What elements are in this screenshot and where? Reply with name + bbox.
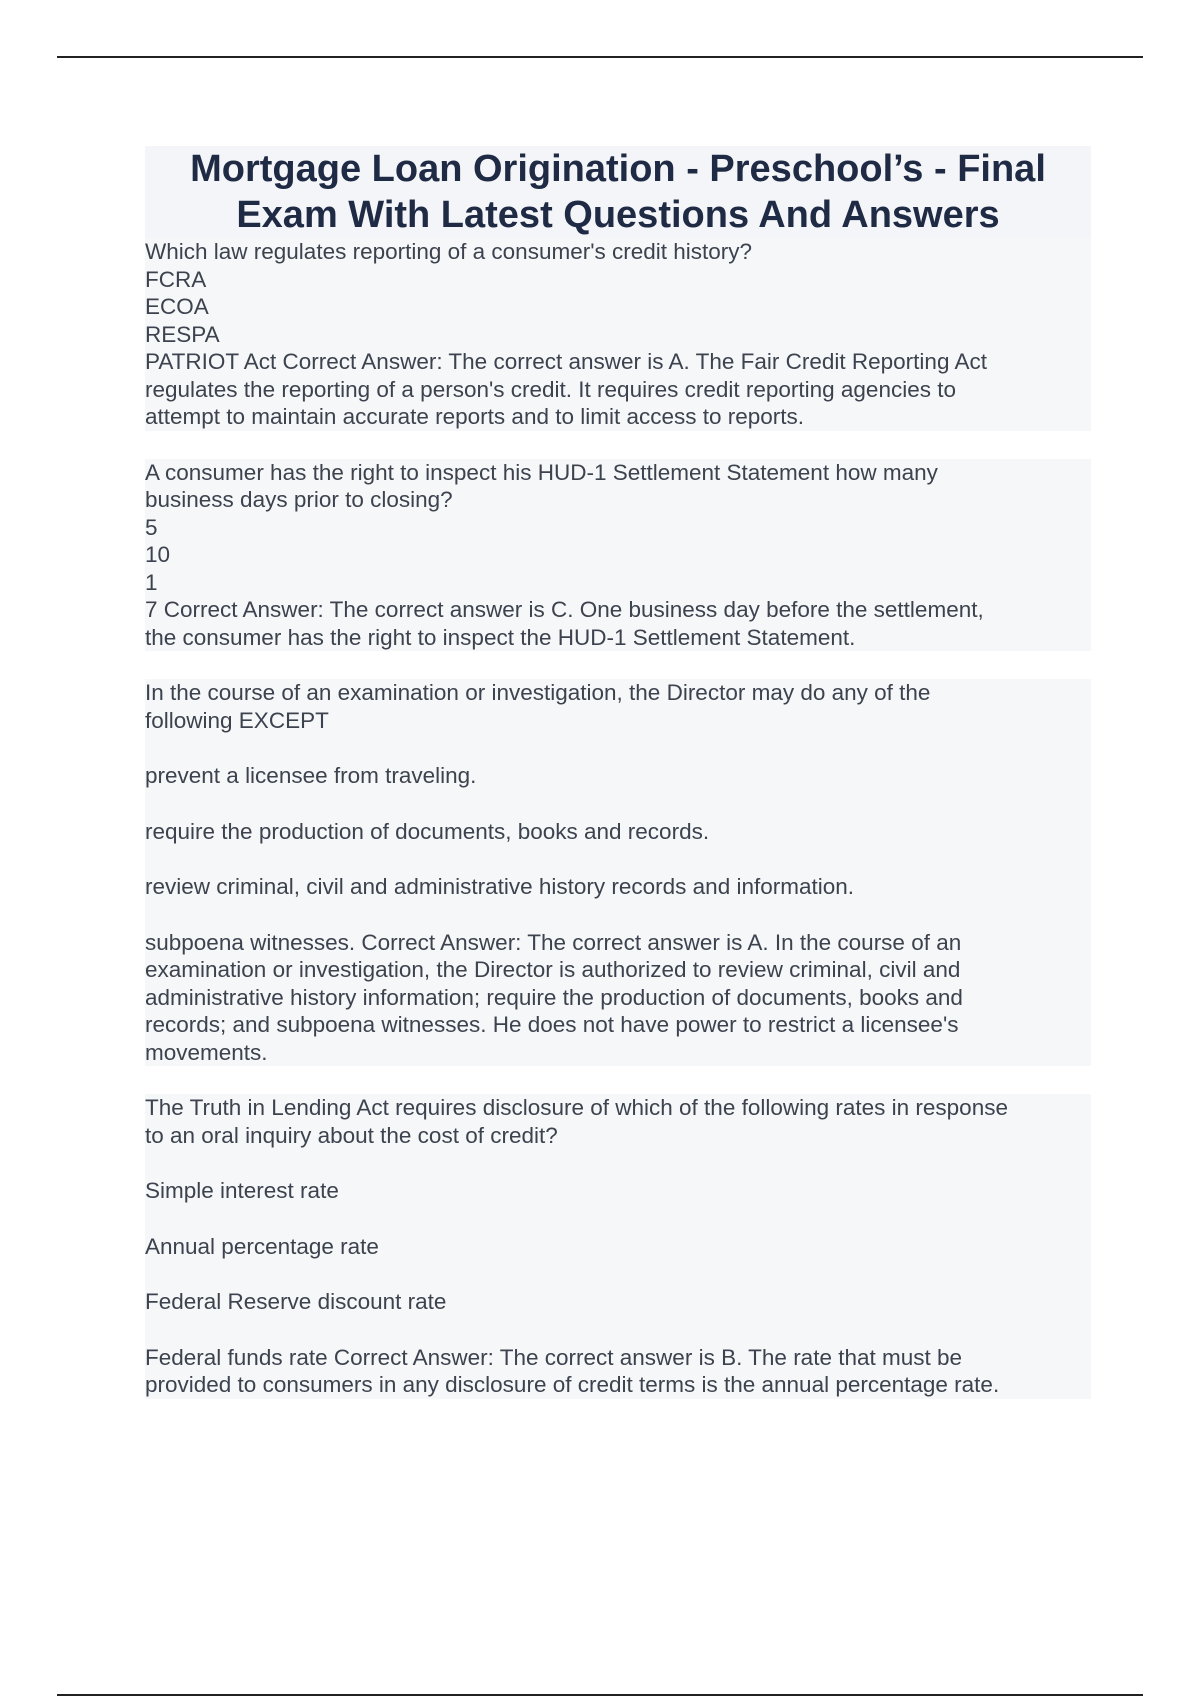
question-1-text: Which law regulates reporting of a consumer's credit history? [145,239,753,264]
document-body [145,238,1091,1399]
document-content [145,146,1091,1399]
question-block-4 [145,1094,1091,1399]
question-2-answer-line-1: 7 Correct Answer: The correct answer is C. One business day before the settlement, [145,597,984,622]
question-3-option-2: require the production of documents, books and records. [145,818,710,844]
question-3-answer-line-5: movements. [145,1039,268,1065]
question-4-option-2: Annual percentage rate [145,1233,379,1259]
question-2-line-2: business days prior to closing? [145,487,453,512]
question-2-option-1: 5 [145,514,158,540]
question-4-answer-line-2: provided to consumers in any disclosure of credit terms is the annual percentage rate. [145,1372,1000,1397]
question-1-answer-line-3: attempt to maintain accurate reports and to limit access to reports. [145,404,805,429]
question-3-line-2: following EXCEPT [145,707,329,733]
question-1-option-2: ECOA [145,294,209,319]
question-3-answer-line-1: subpoena witnesses. Correct Answer: The correct answer is A. In the course of an [145,929,962,955]
question-3-line-1: In the course of an examination or investigation, the Director may do any of the [145,680,931,705]
question-2-answer-line-2: the consumer has the right to inspect the HUD-1 Settlement Statement. [145,624,856,650]
question-2-option-3: 1 [145,569,158,595]
title-line-2: Exam With Latest Questions And Answers [236,194,1000,236]
question-2-option-2: 10 [145,542,171,567]
question-3-answer-line-2: examination or investigation, the Director is authorized to review criminal, civil and [145,957,961,982]
title-line-1: Mortgage Loan Origination - Preschool’s - Final [190,148,1046,190]
question-3-answer-line-3: administrative history information; require the production of documents, books and [145,984,963,1010]
question-3-answer-line-4: records; and subpoena witnesses. He does not have power to restrict a licensee's [145,1012,959,1037]
question-4-option-3: Federal Reserve discount rate [145,1289,447,1314]
question-1-option-1: FCRA [145,266,207,292]
question-block-2 [145,459,1091,652]
question-4-answer-line-1: Federal funds rate Correct Answer: The correct answer is B. The rate that must be [145,1344,963,1370]
question-2-line-1: A consumer has the right to inspect his HUD-1 Settlement Statement how many [145,459,938,485]
question-block-1 [145,238,1091,431]
question-4-line-2: to an oral inquiry about the cost of credit? [145,1122,558,1148]
question-1-answer-line-1: PATRIOT Act Correct Answer: The correct answer is A. The Fair Credit Reporting Act [145,349,987,374]
question-4-option-1: Simple interest rate [145,1178,339,1203]
question-block-3 [145,679,1091,1066]
question-1-answer-line-2: regulates the reporting of a person's credit. It requires credit reporting agencies to [145,376,956,402]
question-3-option-1: prevent a licensee from traveling. [145,763,477,788]
bottom-rule [57,1694,1143,1696]
top-rule [57,56,1143,58]
question-4-line-1: The Truth in Lending Act requires disclosure of which of the following rates in response [145,1095,1008,1120]
question-1-option-3: RESPA [145,321,220,347]
question-3-option-3: review criminal, civil and administrative history records and information. [145,874,855,899]
document-title [145,146,1091,238]
